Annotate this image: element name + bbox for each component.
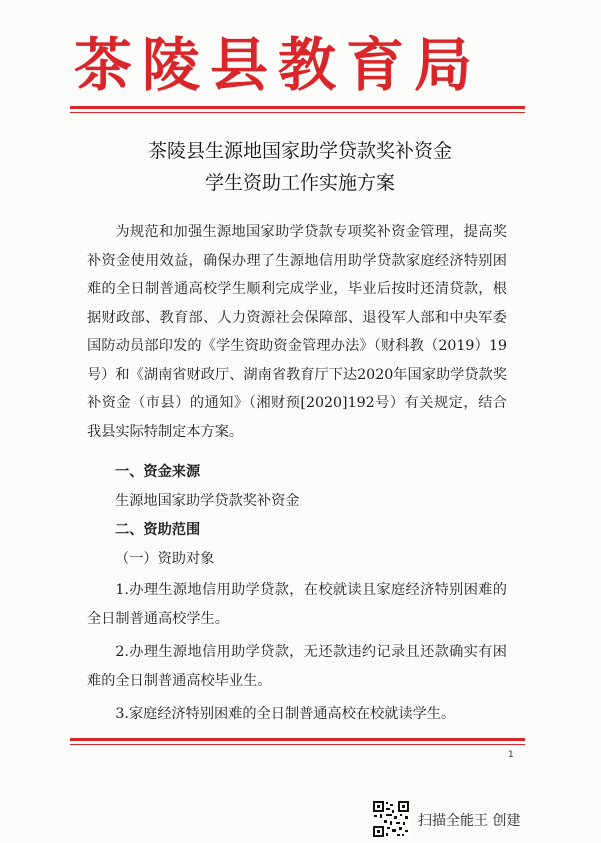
footer-red-rule-thin bbox=[70, 744, 525, 745]
item-1-block bbox=[87, 576, 507, 633]
scanner-watermark: 扫描全能王 创建 bbox=[418, 813, 521, 829]
section2-heading: 二、资助范围 bbox=[115, 522, 201, 538]
section1-text: 生源地国家助学贷款奖补资金 bbox=[115, 493, 300, 509]
footer-red-rule-thick bbox=[70, 738, 525, 741]
agency-name: 茶陵县教育局 bbox=[74, 31, 483, 99]
item-3-block bbox=[87, 700, 507, 729]
page-number: 1 bbox=[508, 750, 514, 760]
header-red-rule-thick bbox=[70, 106, 525, 109]
document-title-line1: 茶陵县生源地国家助学贷款奖补资金 bbox=[147, 140, 452, 162]
intro-paragraph: 为规范和加强生源地国家助学贷款专项奖补资金管理，提高奖补资金使用效益，确保办理了生源地信用助学贷款家庭经济特别困难的全日制普通高校学生顺利完成学业，毕业后按时还清贷款，根据财政部、教育部、人力资源社会保障部、退役军人部和中央军委国防动员部印发的《学生资助资金管理办法》（财科教（2019）19号）和《湖南省财政厅、湖南省教育厅下达2020年国家助学贷款奖补资金（市县）的通知》（湘财预[2020]192号）有关规定，结合我县实际特制定本方案。 bbox=[87, 224, 507, 440]
section1-heading: 一、资金来源 bbox=[115, 464, 201, 480]
list-item: 2.办理生源地信用助学贷款，无还款违约记录且还款确实有困难的全日制普通高校毕业生。 bbox=[87, 644, 507, 689]
list-item: 1.办理生源地信用助学贷款，在校就读且家庭经济特别困难的全日制普通高校学生。 bbox=[87, 582, 507, 627]
header-red-rule-thin bbox=[70, 112, 525, 113]
list-item: 3.家庭经济特别困难的全日制普通高校在校就读学生。 bbox=[115, 706, 456, 722]
qr-code-graphic bbox=[372, 800, 410, 838]
item-2-block bbox=[87, 638, 507, 695]
intro-paragraph-block bbox=[87, 218, 507, 446]
subsection1-heading: （一）资助对象 bbox=[115, 551, 215, 567]
qr-code-icon bbox=[372, 800, 410, 838]
document-title-line2: 学生资助工作实施方案 bbox=[204, 172, 395, 194]
